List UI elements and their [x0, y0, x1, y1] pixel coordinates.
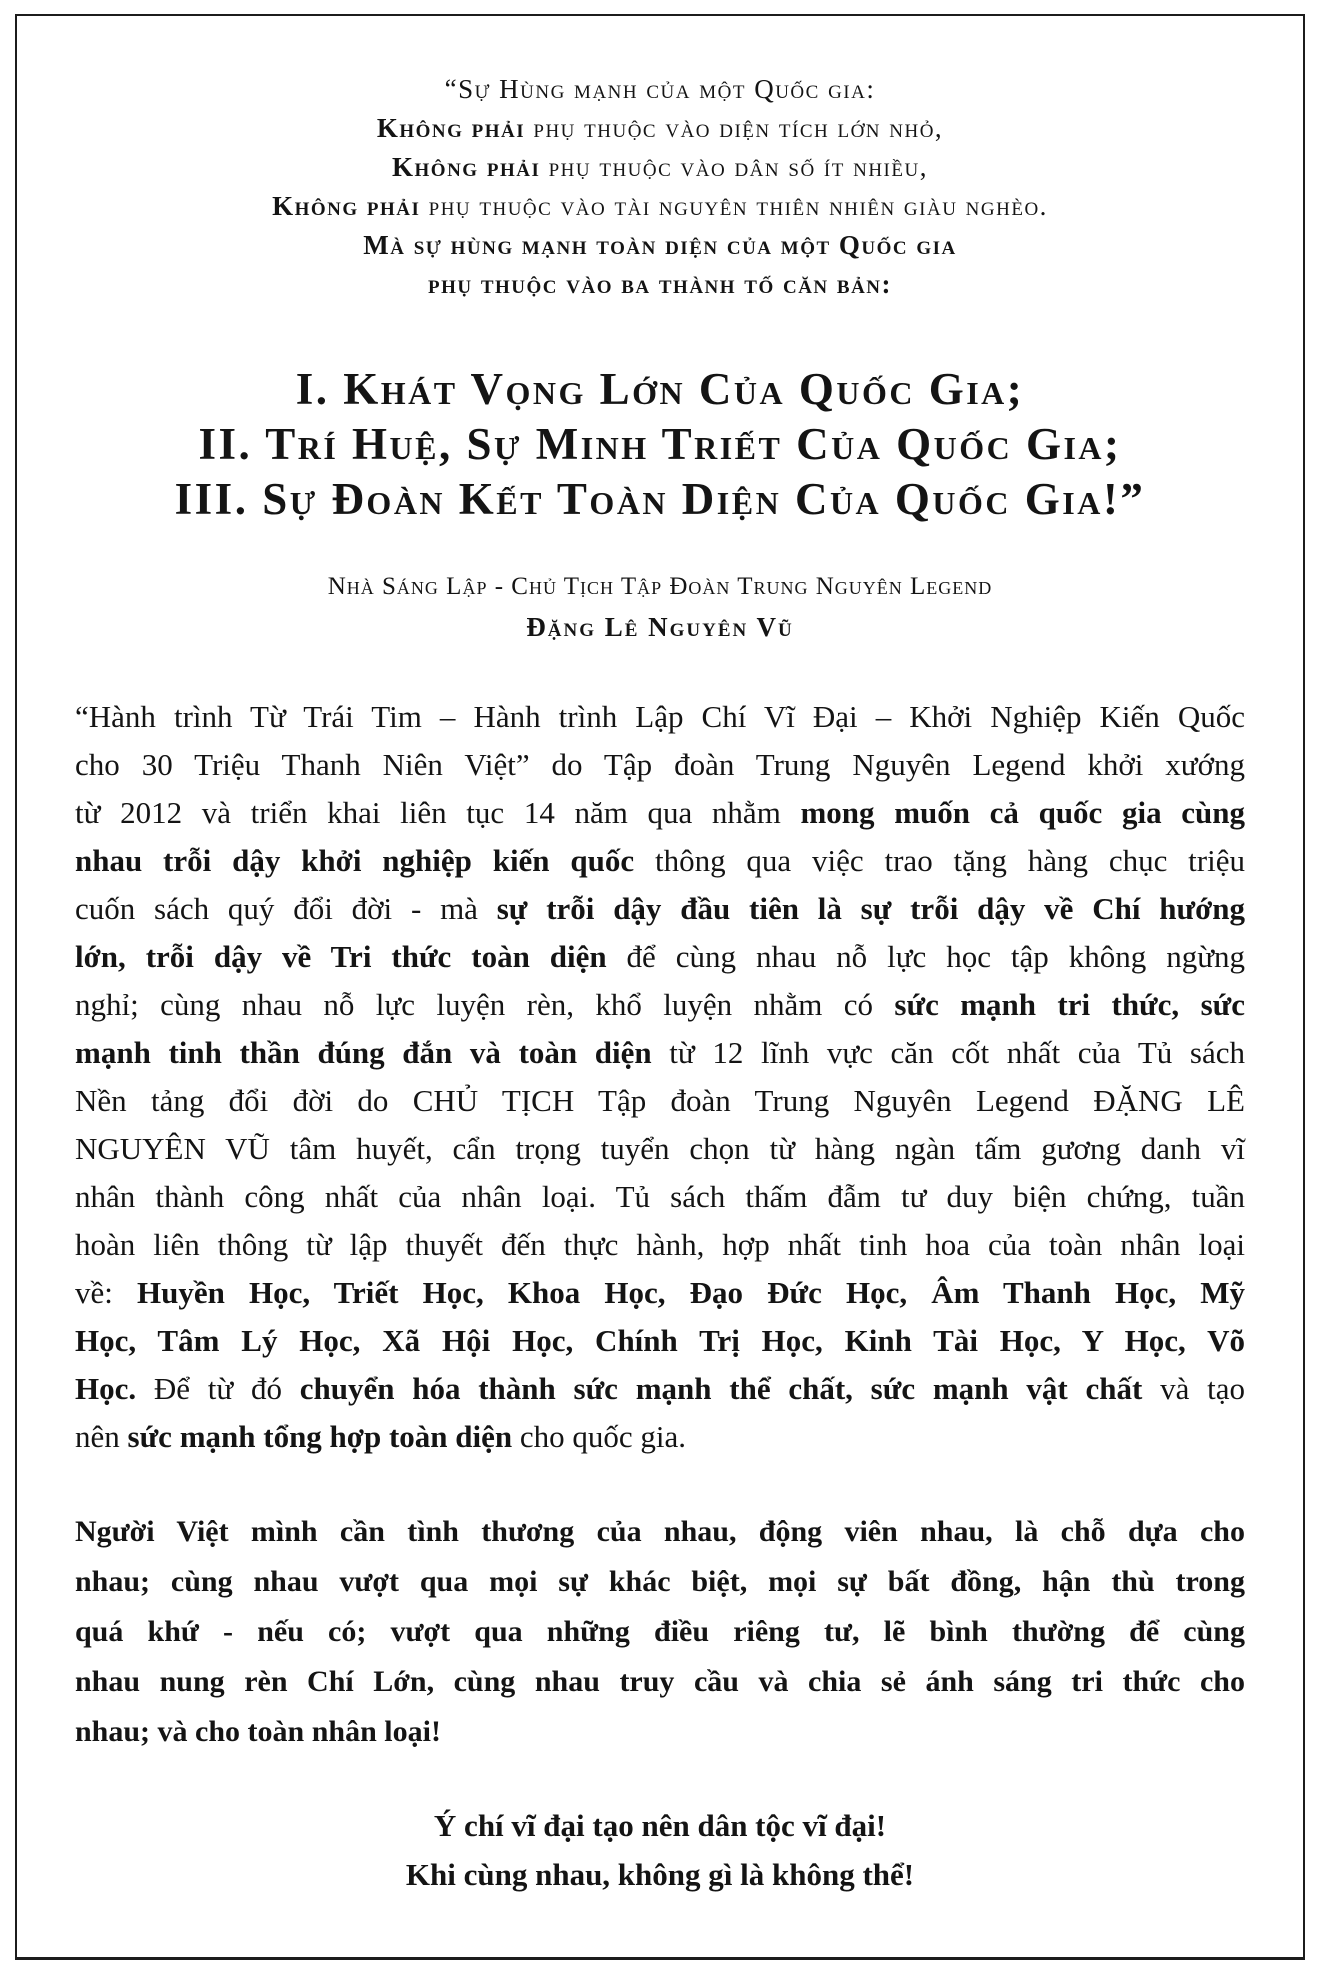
text-line: Khi cùng nhau, không gì là không thể! [405, 1857, 915, 1892]
bold-run: sức mạnh tri thức, sức [894, 987, 1245, 1022]
text-line [75, 1657, 1245, 1707]
text-run: hoàn liên thông từ lập thuyết đến thực hành, hợp nhất tinh hoa của toàn nhân loại [75, 1227, 1245, 1262]
bold-run: Không phải [392, 152, 549, 182]
text-run: để cùng nhau nỗ lực học tập không ngừng [606, 939, 1245, 974]
text-line [75, 1365, 1245, 1413]
bold-run: nhau nung rèn Chí Lớn, cùng nhau truy cầu và chia sẻ ánh sáng tri thức cho [75, 1665, 1245, 1698]
text-line [75, 693, 1245, 741]
text-run: cho quốc gia. [512, 1419, 687, 1454]
text-line: II. Trí Huệ, Sự Minh Triết Của Quốc Gia; [198, 419, 1122, 469]
text-run: phụ thuộc vào diện tích lớn nhỏ, [533, 113, 944, 143]
text-line [75, 1125, 1245, 1173]
text-run: “Sự Hùng mạnh của một Quốc gia: [444, 74, 876, 104]
text-line [75, 885, 1245, 933]
text-line [75, 1607, 1245, 1657]
text-line [75, 148, 1245, 187]
body-paragraph-1 [75, 693, 1245, 1461]
text-line [75, 109, 1245, 148]
bold-run: nhau; và cho toàn nhân loại! [75, 1715, 441, 1748]
three-pillars-list [75, 362, 1245, 527]
text-run: nên [75, 1419, 128, 1454]
page-border-frame [15, 14, 1305, 1960]
text-line [75, 741, 1245, 789]
text-line [75, 1317, 1245, 1365]
text-line [75, 1029, 1245, 1077]
text-run: cuốn sách quý đổi đời - mà [75, 891, 497, 926]
bold-run: mạnh tinh thần đúng đắn và toàn diện [75, 1035, 652, 1070]
text-line: I. Khát Vọng Lớn Của Quốc Gia; [295, 364, 1025, 414]
text-run: nghỉ; cùng nhau nỗ lực luyện rèn, khổ luyện nhằm có [75, 987, 895, 1022]
text-run: cho 30 Triệu Thanh Niên Việt” do Tập đoàn Trung Nguyên Legend khởi xướng [75, 747, 1245, 782]
text-run: phụ thuộc vào tài nguyên thiên nhiên giàu nghèo. [428, 191, 1048, 221]
bold-run: Huyền Học, Triết Học, Khoa Học, Đạo Đức Học, Âm Thanh Học, Mỹ [137, 1275, 1245, 1310]
text-line [75, 789, 1245, 837]
text-line [75, 1507, 1245, 1557]
text-line [75, 1077, 1245, 1125]
text-line: III. Sự Đoàn Kết Toàn Diện Của Quốc Gia!” [174, 474, 1146, 524]
text-line: Ý chí vĩ đại tạo nên dân tộc vĩ đại! [433, 1808, 887, 1843]
text-run: từ 12 lĩnh vực căn cốt nhất của Tủ sách [651, 1035, 1245, 1070]
text-line [75, 981, 1245, 1029]
bold-run: sự trỗi dậy đầu tiên là sự trỗi dậy về Chí hướng [496, 891, 1245, 926]
bold-run: mong muốn cả quốc gia cùng [800, 795, 1245, 830]
text-line [75, 1221, 1245, 1269]
text-line [75, 1413, 1245, 1461]
text-run: nhân thành công nhất của nhân loại. Tủ sách thấm đẫm tư duy biện chứng, tuần [75, 1179, 1245, 1214]
text-run: NGUYÊN VŨ tâm huyết, cẩn trọng tuyển chọn từ hàng ngàn tấm gương danh vĩ [75, 1131, 1245, 1166]
text-run: phụ thuộc vào dân số ít nhiều, [548, 152, 928, 182]
text-run: từ 2012 và triển khai liên tục 14 năm qua nhằm [75, 795, 801, 830]
bold-run: chuyển hóa thành sức mạnh thể chất, sức mạnh vật chất [299, 1371, 1143, 1406]
bold-run: Không phải [376, 113, 534, 143]
bold-run: phụ thuộc vào ba thành tố căn bản: [427, 269, 893, 299]
text-run: Để từ đó [136, 1371, 300, 1406]
text-line [75, 187, 1245, 226]
bold-run: Học, Tâm Lý Học, Xã Hội Học, Chính Trị Học, Kinh Tài Học, Y Học, Võ [75, 1323, 1245, 1358]
bold-run: sức mạnh tổng hợp toàn diện [127, 1419, 513, 1454]
text-line [75, 1269, 1245, 1317]
bold-run: Mà sự hùng mạnh toàn diện của một Quốc gia [363, 230, 957, 260]
text-line [75, 70, 1245, 109]
text-line [75, 837, 1245, 885]
bold-run: lớn, trỗi dậy về Tri thức toàn diện [75, 939, 607, 974]
bold-run: Người Việt mình cần tình thương của nhau, động viên nhau, là chỗ dựa cho [75, 1515, 1245, 1548]
bold-run: Không phải [272, 191, 429, 221]
closing-slogan-block [75, 1801, 1245, 1899]
text-line [75, 1173, 1245, 1221]
text-run: về: [75, 1275, 137, 1310]
text-line [75, 226, 1245, 265]
bold-run: nhau; cùng nhau vượt qua mọi sự khác biệt, mọi sự bất đồng, hận thù trong [75, 1565, 1245, 1598]
opening-quote-block [75, 70, 1245, 304]
founder-title: Nhà Sáng Lập - Chủ Tịch Tập Đoàn Trung Nguyên Legend [327, 573, 993, 600]
body-paragraph-2 [75, 1507, 1245, 1757]
bold-run: nhau trỗi dậy khởi nghiệp kiến quốc [75, 843, 635, 878]
text-line [75, 933, 1245, 981]
bold-run: quá khứ - nếu có; vượt qua những điều riêng tư, lẽ bình thường để cùng [75, 1615, 1245, 1648]
text-line [75, 265, 1245, 304]
founder-name: Đặng Lê Nguyên Vũ [526, 612, 794, 642]
text-run: “Hành trình Từ Trái Tim – Hành trình Lập Chí Vĩ Đại – Khởi Nghiệp Kiến Quốc [75, 699, 1245, 734]
bold-run: Học. [75, 1371, 137, 1406]
text-run: Nền tảng đổi đời do CHỦ TỊCH Tập đoàn Trung Nguyên Legend ĐẶNG LÊ [75, 1083, 1245, 1118]
text-line [75, 1707, 1245, 1757]
attribution-block [75, 567, 1245, 647]
text-run: và tạo [1142, 1371, 1245, 1406]
text-line [75, 1557, 1245, 1607]
text-run: thông qua việc trao tặng hàng chục triệu [634, 843, 1245, 878]
